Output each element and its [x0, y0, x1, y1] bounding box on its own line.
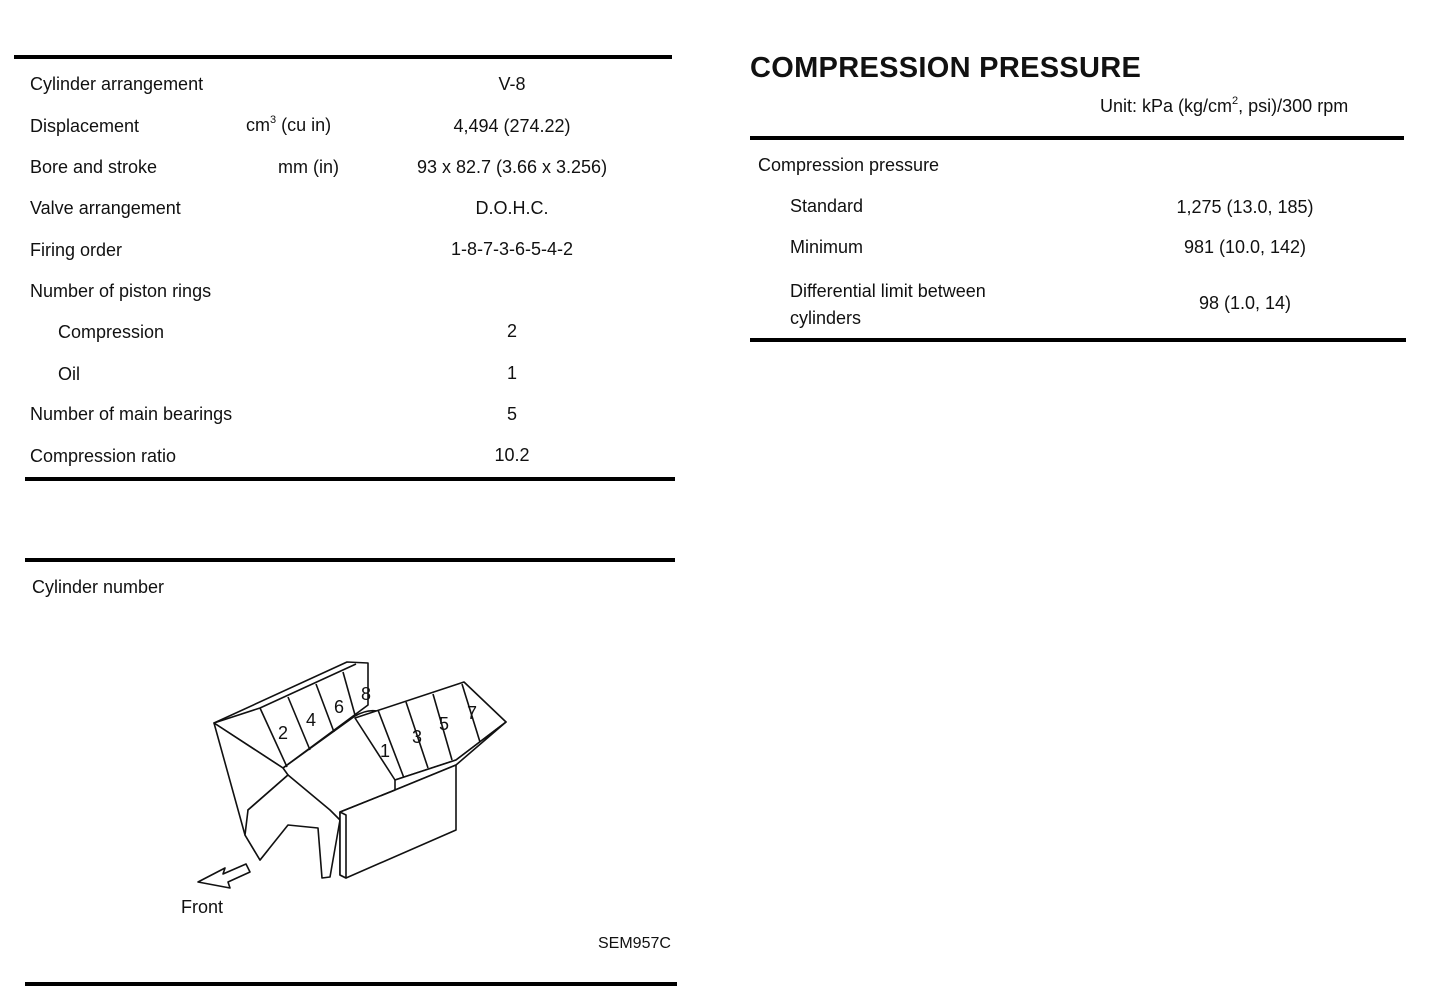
compression-label-differential [790, 278, 986, 332]
compression-label-minimum: Minimum [790, 237, 864, 257]
spec-value-oil-rings: 1 [506, 363, 517, 383]
spec-label-valve-arrangement: Valve arrangement [30, 198, 181, 218]
cylinder-label: 6 [334, 697, 345, 717]
spec-unit-displacement [246, 114, 331, 136]
cylinder-label: 4 [306, 710, 317, 730]
compression-unit [1100, 95, 1348, 117]
front-label: Front [181, 897, 224, 917]
unit-text: cm [246, 115, 270, 135]
unit-superscript: 2 [1232, 95, 1239, 107]
unit-text: , psi)/300 rpm [1238, 96, 1349, 116]
spec-value-firing-order: 1-8-7-3-6-5-4-2 [450, 239, 574, 259]
spec-value-compression-ratio: 10.2 [494, 445, 530, 465]
cylinder-label: 1 [380, 741, 391, 761]
figure-code: SEM957C [598, 935, 671, 952]
compression-value-differential: 98 (1.0, 14) [1198, 293, 1292, 313]
spec-label-compression-rings: Compression [58, 322, 165, 342]
spec-label-piston-rings: Number of piston rings [30, 281, 212, 301]
compression-table-top-rule [750, 136, 1404, 140]
v8-engine-diagram [190, 650, 520, 930]
spec-value-compression-rings: 2 [506, 321, 517, 341]
spec-label-firing-order: Firing order [30, 240, 123, 260]
spec-label-main-bearings: Number of main bearings [30, 404, 233, 424]
compression-value-standard: 1,275 (13.0, 185) [1176, 197, 1314, 217]
spec-table-bottom-rule [25, 477, 675, 481]
spec-label-compression-ratio: Compression ratio [30, 446, 177, 466]
spec-label-oil-rings: Oil [58, 364, 80, 384]
cylinder-label: 3 [412, 727, 423, 747]
spec-value-bore-stroke: 93 x 82.7 (3.66 x 3.256) [416, 157, 608, 177]
spec-label-cylinder-arrangement: Cylinder arrangement [30, 74, 204, 94]
unit-text: (cu in) [276, 115, 332, 135]
cylinder-section-title: Cylinder number [32, 577, 165, 597]
label-line: Differential limit between [790, 281, 986, 301]
cylinder-label: 7 [467, 703, 478, 723]
label-line: cylinders [790, 308, 862, 328]
cylinder-section-bottom-rule [25, 982, 677, 986]
spec-label-bore-stroke: Bore and stroke [30, 157, 158, 177]
cylinder-label: 2 [278, 723, 289, 743]
cylinder-section-top-rule [25, 558, 675, 562]
compression-table-bottom-rule [750, 338, 1406, 342]
spec-value-cylinder-arrangement: V-8 [498, 74, 526, 94]
cylinder-label: 5 [439, 714, 450, 734]
compression-table-title: Compression pressure [758, 155, 940, 175]
spec-value-valve-arrangement: D.O.H.C. [475, 198, 549, 218]
spec-label-displacement: Displacement [30, 116, 140, 136]
compression-label-standard: Standard [790, 196, 864, 216]
spec-table-top-rule [14, 55, 672, 59]
compression-heading: COMPRESSION PRESSURE [750, 52, 1142, 84]
spec-unit-bore-stroke: mm (in) [278, 157, 339, 177]
spec-value-main-bearings: 5 [506, 404, 517, 424]
unit-superscript: 3 [270, 114, 277, 126]
unit-text: Unit: kPa (kg/cm [1100, 96, 1233, 116]
compression-value-minimum: 981 (10.0, 142) [1183, 237, 1307, 257]
cylinder-label: 8 [361, 684, 372, 704]
spec-value-displacement: 4,494 (274.22) [453, 116, 571, 136]
